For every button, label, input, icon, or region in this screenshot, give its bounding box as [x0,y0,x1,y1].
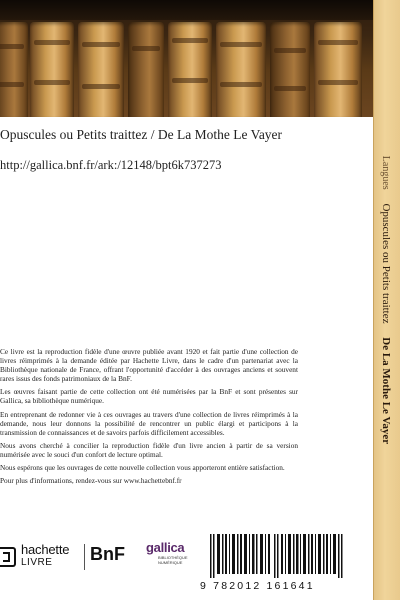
book-title: Opuscules ou Petits traittez / De La Mothe Le Vayer [0,127,283,142]
paragraph: Ce livre est la reproduction fidèle d'une œuvre publiée avant 1920 et fait partie d'une collection de livres réimprimés à la demande éditée par Hachette Livre, dans le cadre d'un partenariat avec la Bibliothèque nationale de France, offrant l'opportunité d'accéder à des ouvrages anciens et souvent rares issus des fonds patrimoniaux de la BnF. [0,347,298,384]
spine-title: Opuscules ou Petits traittez [380,203,392,324]
paragraph: Pour plus d'informations, rendez-vous sur www.hachettebnf.fr [0,476,182,486]
isbn-number: 9 782012 161641 [200,580,315,592]
gallica-logo-sub: BIBLIOTHÈQUE NUMÉRIQUE [158,555,188,565]
isbn-barcode [200,534,360,596]
book-spine-image [128,22,164,117]
book-spine-image [0,22,28,117]
paragraph: En entreprenant de redonner vie à ces ouvrages au travers d'une collection de livres réimprimés à la demande, nous leur donnons la possibilité de rencontrer un public élargi et participons à la transmission de connaissances et de savoirs parfois difficilement accessibles. [0,409,298,437]
hachette-logo-name: hachette [21,542,70,557]
barcode-icon [210,534,350,578]
paragraph: Les œuvres faisant partie de cette collection ont été numérisées par la BnF et sont présentes sur Gallica, sa bibliothèque numérique. [0,387,298,406]
hachette-logo-icon [0,547,16,567]
cover-photo-bookshelf [0,0,373,117]
book-spine-image [30,22,74,117]
book-spine-image [314,22,362,117]
bnf-logo: BnF [90,544,125,564]
hachette-logo-sub: LIVRE [21,557,53,568]
book-spine-image [78,22,124,117]
spine-text [380,156,392,444]
book-spine-image [168,22,212,117]
back-cover-text [0,347,298,489]
book-spine-image [216,22,266,117]
paragraph: Nous avons cherché à concilier la reproduction fidèle d'un livre ancien à partir de sa version numérisée avec le souci d'un confort de lecture optimal. [0,440,298,459]
spine-series: Langues [380,155,391,190]
book-spine-image [270,22,310,117]
logo-divider [84,544,85,570]
shelf-top [0,0,373,20]
gallica-logo-name: gallica [146,540,185,555]
gallica-url: http://gallica.bnf.fr/ark:/12148/bpt6k737273 [0,158,222,172]
paragraph: Nous espérons que les ouvrages de cette nouvelle collection vous apporteront entière satisfaction. [0,463,285,473]
spine-author: De La Mothe Le Vayer [380,337,392,445]
